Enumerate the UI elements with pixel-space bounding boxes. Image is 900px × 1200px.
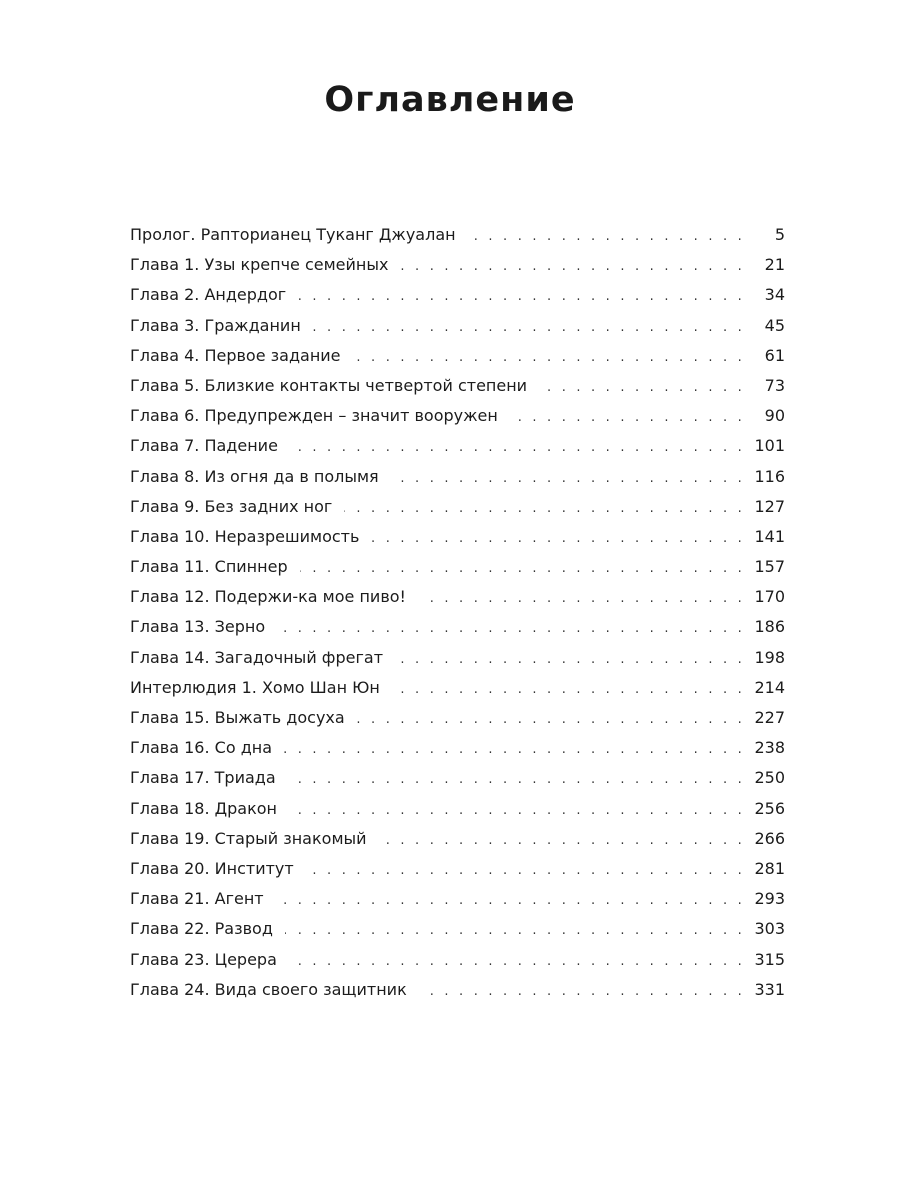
toc-entry — [130, 406, 785, 436]
toc-dot-leader — [313, 320, 745, 335]
table-of-contents — [130, 225, 785, 1010]
toc-entry — [130, 829, 785, 859]
toc-dot-leader — [300, 561, 745, 576]
toc-entry-title: Глава 24. Вида своего защитник — [130, 979, 407, 999]
toc-entry — [130, 738, 785, 768]
toc-entry-page-number: 293 — [754, 889, 785, 909]
toc-entry — [130, 346, 785, 376]
toc-entry-title: Глава 3. Гражданин — [130, 315, 301, 335]
toc-entry-title: Глава 17. Триада — [130, 768, 276, 788]
toc-entry — [130, 950, 785, 980]
toc-dot-leader — [391, 471, 745, 486]
toc-entry-title: Глава 5. Близкие контакты четвертой степени — [130, 375, 528, 395]
toc-entry — [130, 768, 785, 798]
toc-dot-leader — [419, 984, 745, 999]
toc-dot-leader — [379, 833, 745, 848]
toc-entry-page-number: 73 — [764, 375, 785, 395]
toc-entry-page-number: 45 — [764, 315, 785, 335]
page-title: Оглавление — [324, 80, 576, 120]
toc-entry — [130, 527, 785, 557]
toc-entry-page-number: 170 — [754, 587, 785, 607]
toc-entry-page-number: 101 — [754, 436, 785, 456]
toc-entry-page-number: 238 — [754, 738, 785, 758]
toc-dot-leader — [539, 380, 745, 395]
toc-entry-page-number: 116 — [754, 466, 785, 486]
toc-entry-title: Глава 4. Первое задание — [130, 345, 341, 365]
toc-dot-leader — [276, 893, 745, 908]
toc-entry — [130, 467, 785, 497]
toc-entry-page-number: 281 — [754, 858, 785, 878]
toc-entry — [130, 255, 785, 285]
toc-entry-title: Пролог. Рапторианец Туканг Джуалан — [130, 225, 456, 244]
toc-entry — [130, 285, 785, 315]
toc-entry-title: Глава 7. Падение — [130, 436, 278, 456]
toc-entry-page-number: 315 — [754, 949, 785, 969]
toc-dot-leader — [306, 863, 745, 878]
toc-dot-leader — [277, 621, 745, 636]
toc-entry-page-number: 266 — [754, 828, 785, 848]
toc-dot-leader — [400, 259, 745, 274]
toc-entry-title: Глава 9. Без задних ног — [130, 496, 333, 516]
toc-entry — [130, 587, 785, 617]
toc-dot-leader — [298, 289, 745, 304]
toc-entry — [130, 497, 785, 527]
toc-entry — [130, 919, 785, 949]
toc-entry-page-number: 227 — [754, 708, 785, 727]
toc-entry-page-number: 141 — [754, 526, 785, 546]
toc-dot-leader — [353, 350, 745, 365]
toc-entry-page-number: 198 — [754, 647, 785, 667]
toc-entry-title: Глава 6. Предупрежден – значит вооружен — [130, 406, 498, 426]
toc-entry — [130, 436, 785, 466]
toc-dot-leader — [288, 772, 745, 787]
toc-entry-title: Глава 16. Со дна — [130, 738, 273, 758]
toc-entry — [130, 708, 785, 738]
toc-entry-title: Глава 13. Зерно — [130, 617, 266, 637]
toc-entry-title: Интерлюдия 1. Хомо Шан Юн — [130, 677, 380, 697]
toc-entry-title: Глава 15. Выжать досуха — [130, 708, 345, 727]
toc-entry-title: Глава 21. Агент — [130, 889, 264, 909]
toc-entry-page-number: 250 — [754, 768, 785, 788]
toc-dot-leader — [357, 712, 745, 727]
toc-entry — [130, 889, 785, 919]
toc-dot-leader — [510, 410, 745, 425]
toc-entry — [130, 316, 785, 346]
toc-entry-page-number: 90 — [764, 406, 785, 426]
toc-dot-leader — [395, 652, 745, 667]
toc-dot-leader — [344, 501, 745, 516]
toc-entry-title: Глава 20. Институт — [130, 858, 294, 878]
toc-entry-title: Глава 23. Церера — [130, 949, 277, 969]
toc-entry — [130, 376, 785, 406]
toc-entry-title: Глава 10. Неразрешимость — [130, 526, 360, 546]
toc-entry-title: Глава 12. Подержи-ка мое пиво! — [130, 587, 406, 607]
toc-dot-leader — [290, 440, 745, 455]
toc-entry-page-number: 303 — [754, 919, 785, 939]
toc-entry-page-number: 186 — [754, 617, 785, 637]
toc-entry-title: Глава 8. Из огня да в полымя — [130, 466, 379, 486]
toc-entry-title: Глава 1. Узы крепче семейных — [130, 255, 389, 275]
toc-entry-page-number: 127 — [754, 496, 785, 516]
toc-entry-title: Глава 2. Андердог — [130, 285, 287, 305]
toc-entry-page-number: 5 — [774, 225, 785, 244]
toc-entry — [130, 617, 785, 647]
toc-entry — [130, 859, 785, 889]
toc-dot-leader — [289, 803, 745, 818]
toc-dot-leader — [468, 229, 745, 244]
toc-dot-leader — [284, 742, 745, 757]
toc-dot-leader — [285, 923, 745, 938]
toc-entry-title: Глава 11. Спиннер — [130, 557, 288, 577]
toc-entry — [130, 225, 785, 255]
toc-dot-leader — [418, 591, 745, 606]
toc-dot-leader — [289, 954, 745, 969]
toc-entry — [130, 648, 785, 678]
toc-entry — [130, 557, 785, 587]
toc-entry-page-number: 331 — [754, 979, 785, 999]
toc-entry-page-number: 21 — [764, 255, 785, 275]
toc-entry-page-number: 157 — [754, 557, 785, 577]
toc-entry — [130, 980, 785, 1010]
toc-entry-page-number: 61 — [764, 345, 785, 365]
toc-entry-page-number: 256 — [754, 798, 785, 818]
toc-entry-title: Глава 22. Развод — [130, 919, 273, 939]
toc-dot-leader — [371, 531, 745, 546]
toc-entry-page-number: 34 — [764, 285, 785, 305]
toc-dot-leader — [392, 682, 745, 697]
toc-entry-page-number: 214 — [754, 677, 785, 697]
toc-entry — [130, 678, 785, 708]
toc-entry-title: Глава 14. Загадочный фрегат — [130, 647, 384, 667]
toc-entry — [130, 799, 785, 829]
toc-entry-title: Глава 18. Дракон — [130, 798, 278, 818]
toc-entry-title: Глава 19. Старый знакомый — [130, 828, 367, 848]
